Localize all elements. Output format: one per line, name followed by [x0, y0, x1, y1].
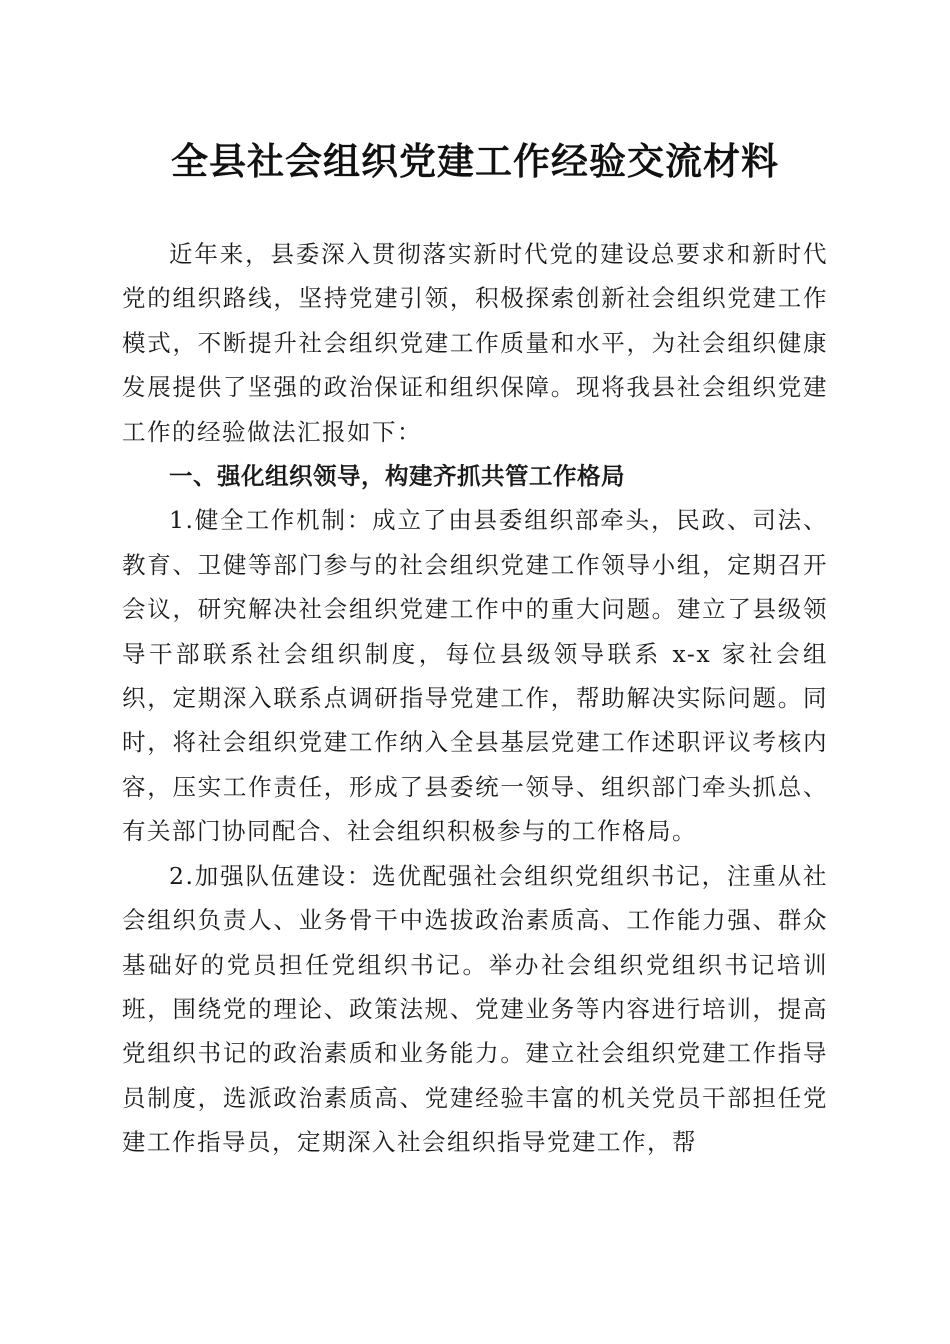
document-title: 全县社会组织党建工作经验交流材料 [171, 139, 779, 183]
intro-paragraph: 近年来，县委深入贯彻落实新时代党的建设总要求和新时代党的组织路线，坚持党建引领，积极探索创新社会组织党建工作模式，不断提升社会组织党建工作质量和水平，为社会组织健康发展提供了坚强的政治保证和组织保障。现将我县社会组织党建工作的经验做法汇报如下： [122, 240, 828, 446]
section-heading-1: 一、强化组织领导，构建齐抓共管工作格局 [169, 462, 625, 491]
item-paragraph-1: 1.健全工作机制：成立了由县委组织部牵头，民政、司法、教育、卫健等部门参与的社会组织党建工作领导小组，定期召开会议，研究解决社会组织党建工作中的重大问题。建立了县级领导干部联系社会组织制度，每位县级领导联系 x-x 家社会组织，定期深入联系点调研指导党建工作，帮助解决实际问题。同时，将社会组织党建工作纳入全县基层党建工作述职评议考核内容，压实工作责任，形成了县委统一领导、组织部门牵头抓总、有关部门协同配合、社会组织积极参与的工作格局。 [122, 506, 828, 846]
item-paragraph-2: 2.加强队伍建设：选优配强社会组织党组织书记，注重从社会组织负责人、业务骨干中选拔政治素质高、工作能力强、群众基础好的党员担任党组织书记。举办社会组织党组织书记培训班，围绕党的理论、政策法规、党建业务等内容进行培训，提高党组织书记的政治素质和业务能力。建立社会组织党建工作指导员制度，选派政治素质高、党建经验丰富的机关党员干部担任党建工作指导员，定期深入社会组织指导党建工作，帮 [122, 861, 828, 1157]
document-body [122, 232, 828, 1165]
